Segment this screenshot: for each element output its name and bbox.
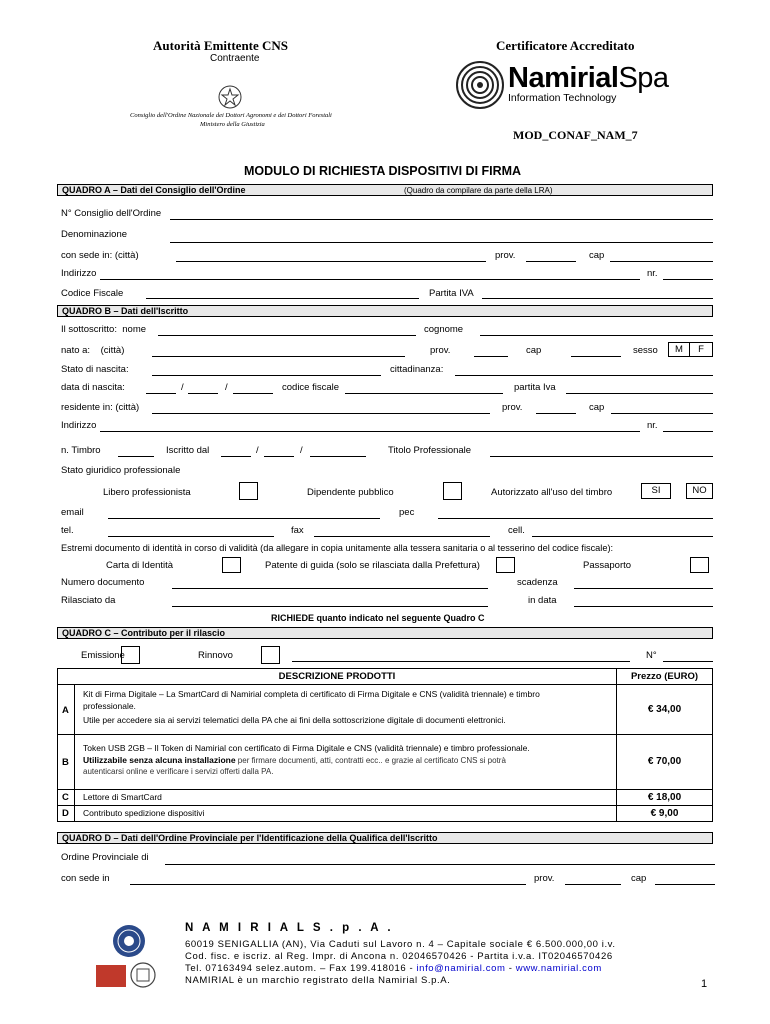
- republic-emblem-icon: [217, 84, 243, 110]
- label-partita-iva: Partita IVA: [429, 288, 474, 299]
- table-row-desc: Kit di Firma Digitale – La SmartCard di Namirial completa di certificato di Firma Digitale e CNS (validità triennale) e timbro professionale. Utile per accedere sia ai servizi telematici della PA che ai fini della sottoscrizione digitale di documenti elettronici.: [74, 684, 617, 735]
- label-nr: nr.: [647, 268, 658, 279]
- label-rilasciato: Rilasciato da: [61, 595, 116, 606]
- cap-field[interactable]: [610, 261, 713, 262]
- namirial-logo-icon: [455, 60, 505, 110]
- n-timbro-field[interactable]: [118, 456, 154, 457]
- council-name: Consiglio dell'Ordine Nazionale dei Dottori Agronomi e dei Dottori Forestali: [130, 112, 332, 119]
- label-rinnovo: Rinnovo: [198, 650, 233, 661]
- label-stato-giuridico: Stato giuridico professionale: [61, 465, 181, 476]
- iscritto-gg[interactable]: [221, 456, 251, 457]
- price-c: € 18,00: [616, 789, 713, 806]
- label-cittadinanza: cittadinanza:: [390, 364, 444, 375]
- iscritto-mm[interactable]: [264, 456, 294, 457]
- indirizzo-field[interactable]: [100, 279, 640, 280]
- label-nato-cap: cap: [526, 345, 542, 356]
- richiede-heading: RICHIEDE quanto indicato nel seguente Quadro C: [271, 613, 485, 623]
- denominazione-field[interactable]: [170, 242, 713, 243]
- nato-cap-field[interactable]: [571, 356, 621, 357]
- price-a: € 34,00: [616, 684, 713, 735]
- label-cf-iscritto: codice fiscale: [282, 382, 340, 393]
- numero-documento-field[interactable]: [172, 588, 488, 589]
- codice-fiscale-field[interactable]: [146, 298, 419, 299]
- label-indirizzo: Indirizzo: [61, 268, 97, 279]
- d-con-sede-field[interactable]: [130, 884, 526, 885]
- label-scadenza: scadenza: [517, 577, 558, 588]
- nato-prov-field[interactable]: [474, 356, 508, 357]
- website-link[interactable]: www.namirial.com: [515, 963, 602, 974]
- rinnovo-checkbox[interactable]: [261, 646, 280, 664]
- council-ministry: Ministero della Giustizia: [200, 121, 265, 128]
- table-row-letter: C: [57, 789, 75, 806]
- label-n-consiglio: N° Consiglio dell'Ordine: [61, 208, 162, 219]
- label-email: email: [61, 507, 84, 518]
- in-data-field[interactable]: [574, 606, 713, 607]
- res-nr-field[interactable]: [663, 431, 713, 432]
- tel-field[interactable]: [108, 536, 274, 537]
- timbro-no-box[interactable]: NO: [686, 483, 713, 499]
- label-piva-iscritto: partita Iva: [514, 382, 556, 393]
- label-cell: cell.: [508, 525, 525, 536]
- scadenza-field[interactable]: [574, 588, 713, 589]
- nr-field[interactable]: [663, 279, 713, 280]
- label-cap: cap: [589, 250, 605, 261]
- col-descrizione: DESCRIZIONE PRODOTTI: [57, 668, 617, 685]
- stato-nascita-field[interactable]: [152, 375, 381, 376]
- label-nato-a: nato a: (città): [61, 345, 125, 356]
- cf-iscritto-field[interactable]: [345, 393, 503, 394]
- con-sede-field[interactable]: [176, 261, 486, 262]
- iscritto-aaaa[interactable]: [310, 456, 366, 457]
- sesso-f-box[interactable]: F: [689, 342, 713, 357]
- libero-checkbox[interactable]: [239, 482, 258, 500]
- label-n-timbro: n. Timbro: [61, 445, 101, 456]
- data-nascita-aaaa[interactable]: [233, 393, 273, 394]
- cognome-field[interactable]: [480, 335, 713, 336]
- issuer-subtitle: Contraente: [210, 53, 260, 64]
- label-numero-documento: Numero documento: [61, 577, 145, 588]
- slash: /: [256, 445, 259, 456]
- quadro-a-note: (Quadro da compilare da parte della LRA): [404, 186, 553, 195]
- footer-registry: Cod. fisc. e iscriz. al Reg. Impr. di Ancona n. 02046570426 - Partita i.v.a. IT02046570426: [185, 951, 613, 962]
- label-pec: pec: [399, 507, 415, 518]
- label-dipendente: Dipendente pubblico: [307, 487, 394, 498]
- rinnovo-detail-field[interactable]: [292, 661, 630, 662]
- quality-mark-icon: [96, 965, 126, 987]
- nato-a-field[interactable]: [152, 356, 405, 357]
- dipendente-checkbox[interactable]: [443, 482, 462, 500]
- nome-field[interactable]: [158, 335, 416, 336]
- label-passaporto: Passaporto: [583, 560, 632, 571]
- piva-iscritto-field[interactable]: [566, 393, 713, 394]
- partita-iva-field[interactable]: [482, 298, 713, 299]
- patente-checkbox[interactable]: [496, 557, 515, 573]
- form-title: MODULO DI RICHIESTA DISPOSITIVI DI FIRMA: [244, 164, 522, 178]
- pec-field[interactable]: [438, 518, 713, 519]
- quadro-b-header: [57, 305, 713, 317]
- label-sesso: sesso: [633, 345, 658, 356]
- table-row-letter: B: [57, 734, 75, 790]
- label-iscritto-dal: Iscritto dal: [166, 445, 210, 456]
- res-cap-field[interactable]: [611, 413, 713, 414]
- fax-field[interactable]: [314, 536, 490, 537]
- label-nato-prov: prov.: [430, 345, 451, 356]
- label-res-indirizzo: Indirizzo: [61, 420, 97, 431]
- table-row-desc: Contributo spedizione dispositivi: [74, 805, 617, 822]
- label-estremi-documento: Estremi documento di identità in corso di validità (da allegare in copia unitamente alla tessera sanitaria o al tesserino del codice fiscale):: [61, 543, 614, 553]
- n-field[interactable]: [663, 661, 713, 662]
- slash: /: [300, 445, 303, 456]
- label-residente: residente in: (città): [61, 402, 140, 413]
- table-row-desc: Lettore di SmartCard: [74, 789, 617, 806]
- label-d-con-sede: con sede in: [61, 873, 110, 884]
- module-code: MOD_CONAF_NAM_7: [513, 128, 638, 142]
- footer-contacts: Tel. 07163494 selez.autom. – Fax 199.418016 - info@namirial.com - www.namirial.com: [185, 963, 602, 974]
- quadro-a-header: [57, 184, 713, 196]
- d-prov-field[interactable]: [565, 884, 621, 885]
- label-cognome: cognome: [424, 324, 464, 335]
- table-row-letter: A: [57, 684, 75, 735]
- certifier-title: Certificatore Accreditato: [496, 38, 635, 53]
- page-number: 1: [701, 978, 708, 990]
- issuer-title: Autorità Emittente CNS: [153, 38, 289, 53]
- data-nascita-gg[interactable]: [146, 393, 176, 394]
- carta-identita-checkbox[interactable]: [222, 557, 241, 573]
- label-tel: tel.: [61, 525, 74, 536]
- label-stato-nascita: Stato di nascita:: [61, 364, 129, 375]
- quadro-c-header: [57, 627, 713, 639]
- footer-address: 60019 SENIGALLIA (AN), Via Caduti sul Lavoro n. 4 – Capitale sociale € 6.500.000,00 i.v.: [185, 939, 616, 950]
- col-prezzo: Prezzo (EURO): [616, 668, 713, 685]
- ordine-provinciale-field[interactable]: [165, 864, 715, 865]
- slash: /: [181, 382, 184, 393]
- cittadinanza-field[interactable]: [455, 375, 713, 376]
- label-denominazione: Denominazione: [61, 229, 128, 240]
- label-ordine-provinciale: Ordine Provinciale di: [61, 852, 149, 863]
- logo-name: NamirialSpa: [508, 62, 669, 94]
- label-emissione: Emissione: [81, 650, 125, 661]
- email-link[interactable]: info@namirial.com: [416, 963, 506, 974]
- cell-field[interactable]: [532, 536, 713, 537]
- label-prov: prov.: [495, 250, 516, 261]
- data-nascita-mm[interactable]: [188, 393, 218, 394]
- label-autorizzato: Autorizzato all'uso del timbro: [491, 487, 613, 498]
- label-n: N°: [646, 650, 657, 661]
- price-b: € 70,00: [616, 734, 713, 790]
- label-titolo: Titolo Professionale: [388, 445, 472, 456]
- residente-field[interactable]: [152, 413, 490, 414]
- label-fax: fax: [291, 525, 304, 536]
- label-d-prov: prov.: [534, 873, 555, 884]
- label-libero: Libero professionista: [103, 487, 191, 498]
- label-sottoscritto: Il sottoscritto: nome: [61, 324, 147, 335]
- label-patente: Patente di guida (solo se rilasciata dalla Prefettura): [265, 560, 480, 571]
- rilasciato-field[interactable]: [172, 606, 488, 607]
- label-d-cap: cap: [631, 873, 647, 884]
- label-res-prov: prov.: [502, 402, 523, 413]
- footer-trademark: NAMIRIAL è un marchio registrato della Namirial S.p.A.: [185, 975, 451, 986]
- timbro-si-box[interactable]: SI: [641, 483, 671, 499]
- sesso-m-box[interactable]: M: [668, 342, 690, 357]
- accreditation-badge-icon: [130, 962, 156, 988]
- res-indirizzo-field[interactable]: [100, 431, 640, 432]
- passaporto-checkbox[interactable]: [690, 557, 709, 573]
- quadro-c-title: QUADRO C – Contributo per il rilascio: [62, 628, 226, 638]
- d-cap-field[interactable]: [655, 884, 715, 885]
- slash: /: [225, 382, 228, 393]
- table-row-letter: D: [57, 805, 75, 822]
- email-field[interactable]: [108, 518, 380, 519]
- titolo-field[interactable]: [490, 456, 713, 457]
- table-row-desc: Token USB 2GB – Il Token di Namirial con certificato di Firma Digitale e CNS (validità triennale) e timbro professionale. Utilizzabile senza alcuna installazione per firmare documenti, atti, contratti ecc.. e grazie al certificato CNS si potrà autenticarsi online e verificare i servizi offerti dalla PA.: [74, 734, 617, 790]
- company-name: N A M I R I A L S . p . A .: [185, 922, 394, 934]
- emissione-checkbox[interactable]: [121, 646, 140, 664]
- certification-seal-icon: [112, 924, 146, 958]
- label-codice-fiscale: Codice Fiscale: [61, 288, 124, 299]
- label-res-cap: cap: [589, 402, 605, 413]
- logo-tagline: Information Technology: [508, 92, 617, 104]
- price-d: € 9,00: [616, 805, 713, 822]
- quadro-b-title: QUADRO B – Dati dell'Iscritto: [62, 306, 189, 316]
- quadro-d-title: QUADRO D – Dati dell'Ordine Provinciale per l'Identificazione della Qualifica dell'Iscritto: [62, 833, 438, 843]
- prov-field[interactable]: [526, 261, 576, 262]
- quadro-a-title: QUADRO A – Dati del Consiglio dell'Ordine: [62, 185, 246, 195]
- label-res-nr: nr.: [647, 420, 658, 431]
- quadro-d-header: [57, 832, 713, 844]
- res-prov-field[interactable]: [536, 413, 576, 414]
- label-data-nascita: data di nascita:: [61, 382, 125, 393]
- label-in-data: in data: [528, 595, 557, 606]
- label-con-sede: con sede in: (città): [61, 250, 139, 261]
- n-consiglio-field[interactable]: [170, 219, 713, 220]
- label-carta-identita: Carta di Identità: [106, 560, 174, 571]
